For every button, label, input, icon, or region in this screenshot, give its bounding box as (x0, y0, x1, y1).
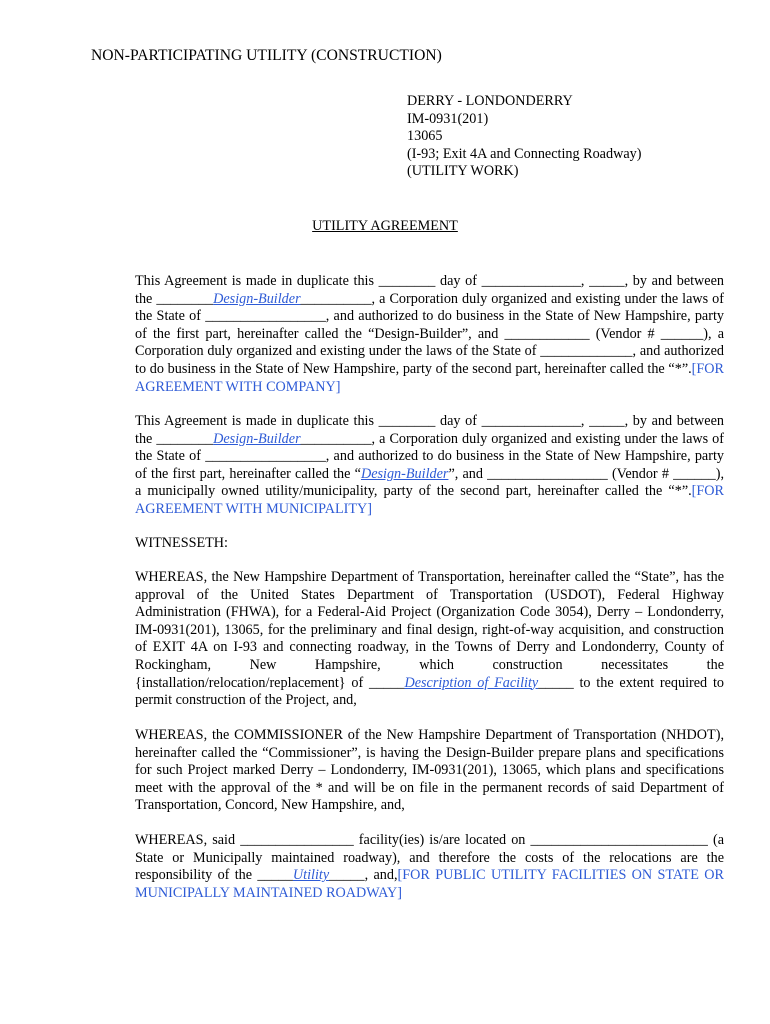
agreement-heading-text: UTILITY AGREEMENT (312, 218, 458, 234)
utility-field[interactable]: Utility (292, 867, 330, 884)
header-line-location: DERRY - LONDONDERRY (407, 93, 573, 109)
whereas-facility-location-paragraph: WHEREAS, said ________________ facility(ies) is/are located on _________________________ (a State or Municipally maintained roadway), and therefore the costs of the relocations are the responsibility of the _____Utility_____, and,[FOR PUBLIC UTILITY FACILITIES ON STATE OR MUNICIPALLY MAINTAINED ROADWAY] (135, 832, 724, 901)
header-line-project-number: IM-0931(201) (407, 110, 489, 127)
public-utility-note: [FOR PUBLIC UTILITY FACILITIES ON STATE OR MUNICIPALLY MAINTAINED ROADWAY] (135, 867, 724, 901)
whereas-commissioner-paragraph: WHEREAS, the COMMISSIONER of the New Hampshire Department of Transportation (NHDOT), hereinafter called the “Commissioner”, is having the Design-Builder prepare plans and specifications for such Project marked Derry – Londonderry, IM-0931(201), 13065, which plans and specifications meet with the approval of the * and will be on file in the permanent records of said Department of Transportation, Concord, New Hampshire, and, (135, 727, 724, 814)
facility-description-field[interactable]: Description of Facility (404, 674, 539, 691)
municipality-agreement-note: [FOR AGREEMENT WITH MUNICIPALITY] (135, 483, 724, 517)
header-line-route: (I-93; Exit 4A and Connecting Roadway) (407, 145, 642, 162)
document-title: NON-PARTICIPATING UTILITY (CONSTRUCTION) (91, 47, 442, 64)
project-header-block (407, 93, 641, 181)
header-line-project-id: 13065 (407, 128, 443, 144)
whereas-approval-paragraph: WHEREAS, the New Hampshire Department of Transportation, hereinafter called the “State”, has the approval of the United States Department of Transportation (USDOT), Federal Highway Administration (FHWA), for a Federal-Aid Project (Organization Code 3054), Derry – Londonderry, IM-0931(201), 13065, for the preliminary and final design, right-of-way acquisition, and construction of EXIT 4A on I-93 and connecting roadway, in the Towns of Derry and Londonderry, County of Rockingham, New Hampshire, which construction necessitates the {installation/relocation/replacement} of _____Description of Facility_____ to the extent required to permit construction of the Project, and, (135, 569, 724, 709)
design-builder-field[interactable]: Design-Builder (213, 430, 301, 447)
company-agreement-paragraph: This Agreement is made in duplicate this ________ day of ______________, _____, by and between the ________Design-Builder__________, a Corporation duly organized and existing under the laws of the State of _________________, and authorized to do business in the State of New Hampshire, party of the first part, hereinafter called the “Design-Builder”, and ____________ (Vendor # ______), a Corporation duly organized and existing under the laws of the State of _____________, and authorized to do business in the State of New Hampshire, party of the second part, hereinafter called the “*”.[FOR AGREEMENT WITH COMPANY] (135, 273, 724, 395)
witnesseth-heading: WITNESSETH: (135, 535, 228, 551)
company-agreement-note: [FOR AGREEMENT WITH COMPANY] (135, 360, 724, 395)
header-line-work-type: (UTILITY WORK) (407, 163, 519, 179)
agreement-heading (0, 218, 770, 235)
municipality-agreement-paragraph: This Agreement is made in duplicate this ________ day of ______________, _____, by and between the ________Design-Builder__________, a Corporation duly organized and existing under the laws of the State of _________________, and authorized to do business in the State of New Hampshire, party of the first part, hereinafter called the “Design-Builder”, and _________________ (Vendor # ______), a municipally owned utility/municipality, party of the second part, hereinafter called the “*”.[FOR AGREEMENT WITH MUNICIPALITY] (135, 413, 724, 517)
design-builder-field[interactable]: Design-Builder (360, 465, 449, 482)
design-builder-field[interactable]: Design-Builder (213, 290, 301, 307)
